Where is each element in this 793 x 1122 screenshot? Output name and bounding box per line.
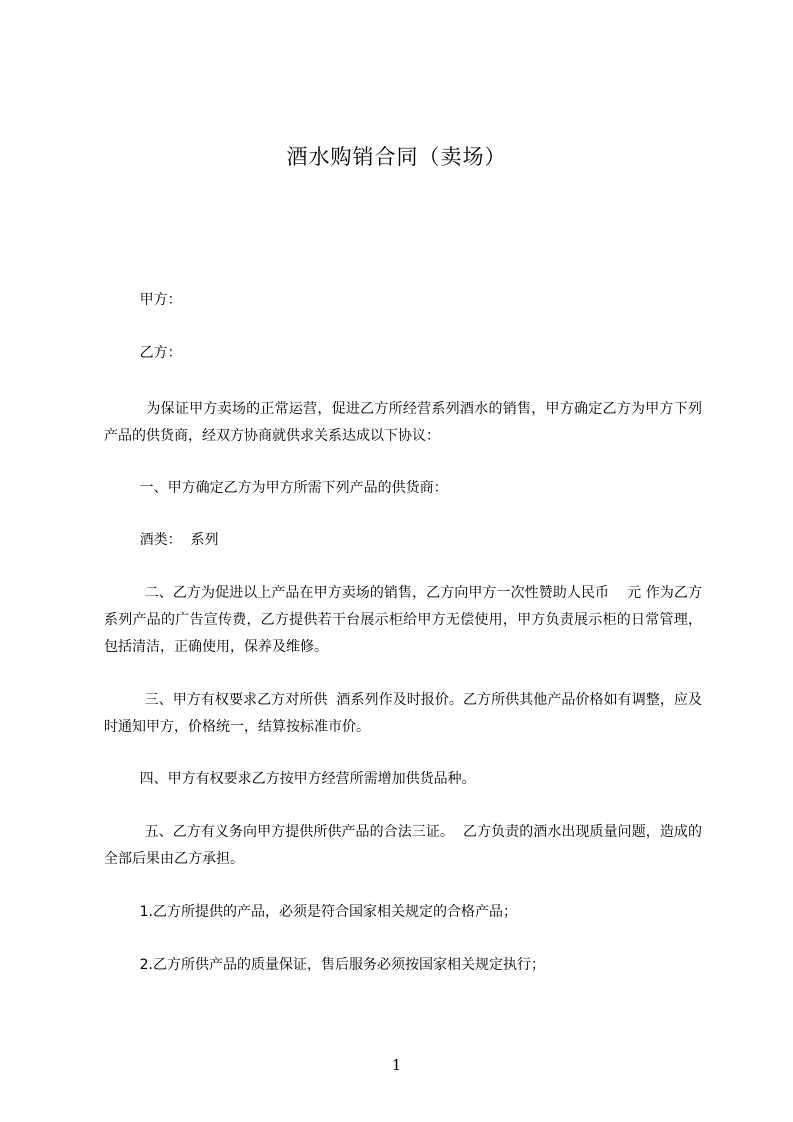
document-title: 酒水购销合同（卖场） xyxy=(286,145,507,169)
clause-2-paragraph: 二、乙方为促进以上产品在甲方卖场的销售，乙方向甲方一次性赞助人民币 元 作为乙方系列产品的广告宣传费，乙方提供若干台展示柜给甲方无偿使用，甲方负责展示柜的日常管理，包括清洁，正确使用，保养及维修。 xyxy=(104,585,702,655)
clause-5-item-2: 2.乙方所供产品的质量保证，售后服务必须按国家相关规定执行； xyxy=(104,957,545,973)
clause-5-paragraph: 五、乙方有义务向甲方提供所供产品的合法三证。 乙方负责的酒水出现质量问题，造成的全部后果由乙方承担。 xyxy=(104,824,702,867)
page-number: 1 xyxy=(391,1056,402,1074)
party-a-line: 甲方： xyxy=(104,292,182,308)
liquor-type-line: 酒类： 系列 xyxy=(104,532,219,548)
party-b-line: 乙方： xyxy=(104,345,182,361)
clause-5-item-1: 1.乙方所提供的产品，必须是符合国家相关规定的合格产品； xyxy=(104,904,517,920)
clause-4-paragraph: 四、甲方有权要求乙方按甲方经营所需增加供货品种。 xyxy=(104,771,476,787)
clause-3-paragraph: 三、甲方有权要求乙方对所供 酒系列作及时报价。乙方所供其他产品价格如有调整，应及时通知甲方，价格统一，结算按标准市价。 xyxy=(104,692,702,735)
preamble-paragraph: 为保证甲方卖场的正常运营，促进乙方所经营系列酒水的销售，甲方确定乙方为甲方下列产品的供货商，经双方协商就供求关系达成以下协议： xyxy=(104,401,702,444)
clause-1-paragraph: 一、甲方确定乙方为甲方所需下列产品的供货商： xyxy=(104,480,448,496)
